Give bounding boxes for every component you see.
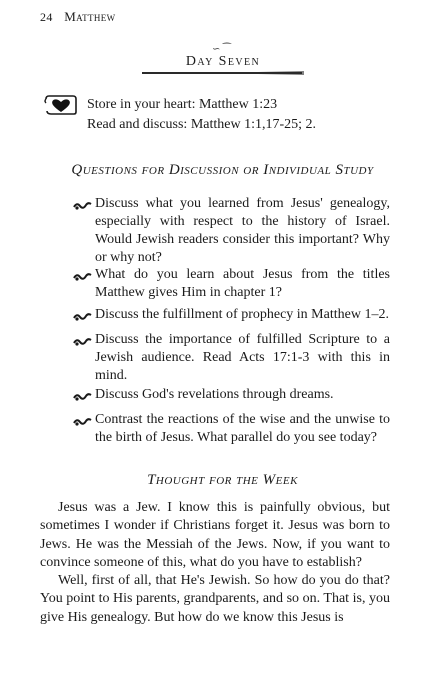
day-title: Day Seven — [185, 54, 261, 69]
swash-bullet-icon — [73, 311, 93, 323]
book-title: Matthew — [64, 9, 116, 24]
thought-paragraph: Well, first of all, that He's Jewish. So how do you do that? You point to His parents, grandparents, and so on. That is, you give His genealogy. But how do we know this Jesus is — [40, 573, 390, 625]
swash-bullet-icon — [73, 416, 93, 428]
question-item: Contrast the reactions of the wise and the unwise to the birth of Jesus. What parallel do you see today? — [95, 412, 390, 445]
store-in-heart-line: Store in your heart: Matthew 1:23 — [87, 97, 278, 112]
swash-bullet-icon — [73, 200, 93, 212]
ornament-swash: ∽ ⁀ — [212, 44, 231, 55]
question-item: Discuss God's revelations through dreams. — [95, 387, 334, 402]
swash-bullet-icon — [73, 336, 93, 348]
heart-scroll-icon — [43, 93, 79, 117]
question-item: What do you learn about Jesus from the titles Matthew gives Him in chapter 1? — [95, 267, 390, 300]
swash-bullet-icon — [73, 391, 93, 403]
running-head — [40, 9, 116, 25]
question-item: Discuss the fulfillment of prophecy in Matthew 1–2. — [95, 307, 389, 322]
read-and-discuss-line: Read and discuss: Matthew 1:1,17-25; 2. — [87, 117, 317, 132]
banner-rule-fade — [258, 71, 304, 75]
page-number: 24 — [40, 10, 53, 24]
question-item: Discuss the importance of fulfilled Scripture to a Jewish audience. Read Acts 17:1-3 with this in mind. — [95, 332, 390, 383]
day-banner — [140, 44, 306, 76]
question-item: Discuss what you learned from Jesus' genealogy, especially with respect to the history of Israel. Would Jewish readers consider this important? Why or why not? — [95, 196, 390, 265]
thought-heading: Thought for the Week — [147, 472, 298, 488]
thought-paragraph: Jesus was a Jew. I know this is painfully obvious, but sometimes I wonder if Christians forget it. Jesus was born to Jews. He was the Messiah of the Jews. Now, if you want to convince someone of this, what do you have to establish? — [40, 500, 390, 571]
swash-bullet-icon — [73, 271, 93, 283]
questions-heading: Questions for Discussion or Individual Study — [71, 162, 374, 178]
